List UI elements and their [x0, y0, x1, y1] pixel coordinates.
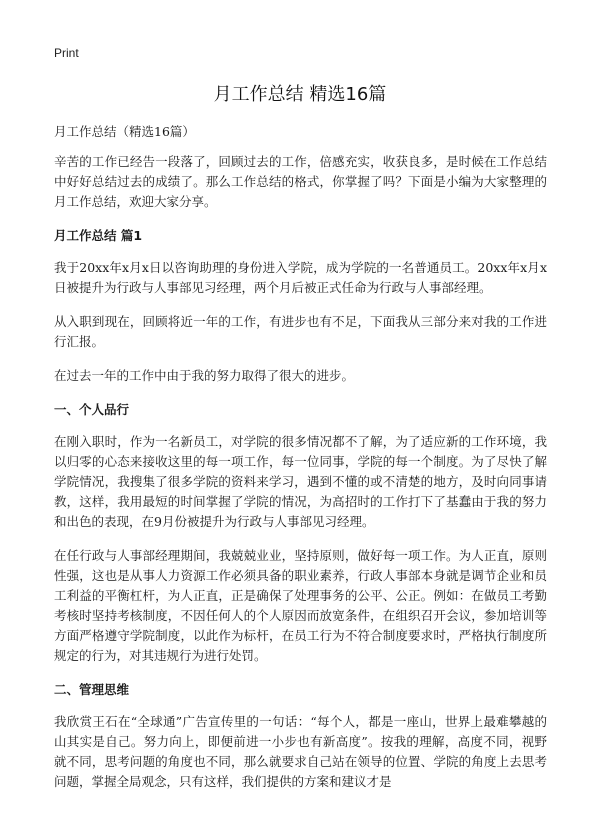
article-body: [54, 122, 547, 806]
document-subtitle: 月工作总结（精选16篇）: [54, 124, 195, 139]
page-title: 月工作总结 精选16篇: [213, 84, 387, 105]
paragraph: 在刚入职时，作为一名新员工，对学院的很多情况都不了解，为了适应新的工作环境，我以归零的心态来接收这里的每一项工作，每一位同事，学院的每一个制度。为了尽快了解学院情况，我搜集了很多学院的资料来学习，遇到不懂的或不清楚的地方，及时向同事请教，这样，我用最短的时间掌握了学院的情况，为高招时的工作打下了基蠢由于我的努力和出色的表现，在9月份被提升为行政与人事部见习经理。: [54, 434, 547, 529]
paragraph: 从入职到现在，回顾将近一年的工作，有进步也有不足，下面我从三部分来对我的工作进行汇报。: [54, 314, 547, 349]
paragraph: 在任行政与人事部经理期间，我兢兢业业，坚持原则，做好每一项工作。为人正直，原则性强，这也是从事人力资源工作必须具备的职业素养，行政人事部本身就是调节企业和员工利益的平衡杠杆，为人正直，正是确保了处理事务的公平、公正。例如：在做员工考勤考核时坚持考核制度，不因任何人的个人原因而放宽条件，在组织召开会议，参加培训等方面严格遵守学院制度，以此作为标杆，在员工行为不符合制度要求时，严格执行制度所规定的行为，对其违规行为进行处罚。: [54, 548, 547, 663]
intro-paragraph: 辛苦的工作已经告一段落了，回顾过去的工作，倍感充实，收获良多，是时候在工作总结中好好总结过去的成绩了。那么工作总结的格式，你掌握了吗？下面是小编为大家整理的月工作总结，欢迎大家分享。: [54, 154, 547, 209]
subsection-heading: 一、个人品行: [54, 402, 130, 417]
print-link[interactable]: Print: [54, 46, 79, 60]
subsection-heading: 二、管理思维: [54, 682, 130, 697]
paragraph: 在过去一年的工作中由于我的努力取得了很大的进步。: [54, 368, 355, 383]
paragraph: 我于20xx年x月x日以咨询助理的身份进入学院，成为学院的一名普通员工。20xx年x月x日被提升为行政与人事部见习经理，两个月后被正式任命为行政与人事部经理。: [54, 260, 547, 295]
paragraph: 我欣赏王石在“全球通”广告宣传里的一句话：“每个人，都是一座山，世界上最难攀越的山其实是自己。努力向上，即便前进一小步也有新高度”。按我的理解，高度不同，视野就不同，思考问题的角度也不同，那么就要求自己站在领导的位置、学院的角度上去思考问题，掌握全局观念，只有这样，我们提供的方案和建议才是: [54, 714, 547, 789]
section-heading: 月工作总结 篇1: [54, 228, 143, 243]
